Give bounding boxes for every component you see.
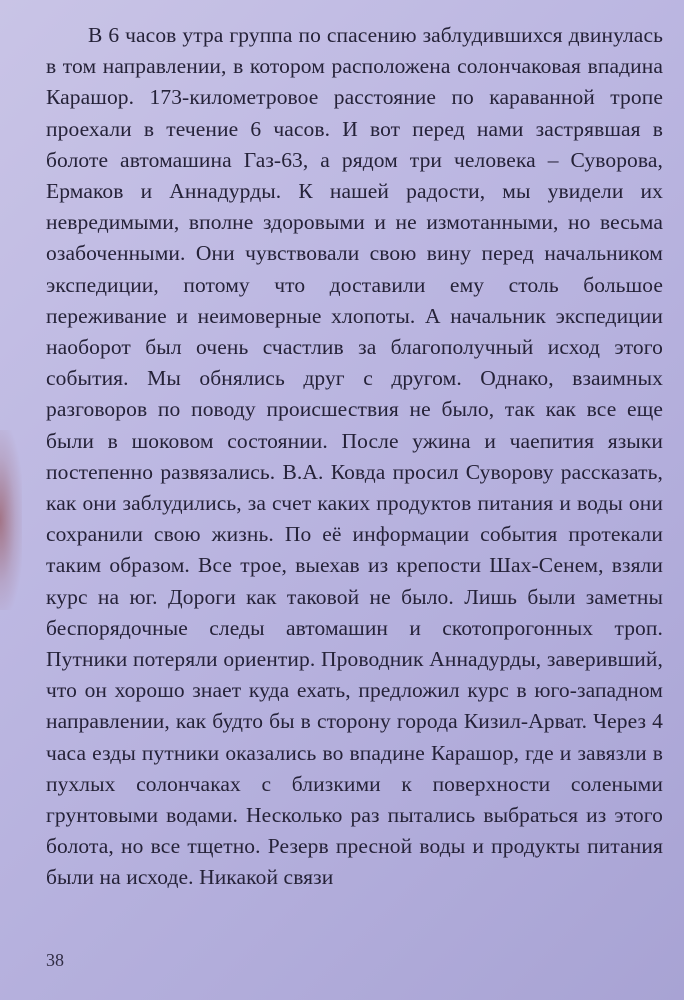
body-text xyxy=(46,20,663,894)
page-number: 38 xyxy=(46,950,64,970)
paragraph: В 6 часов утра группа по спасению заблудившихся двинулась в том направлении, в котором расположена солончаковая впадина Карашор. 173-километровое расстояние по караванной тропе проехали в течение 6 часов. И вот перед нами застрявшая в болоте автомашина Газ-63, а рядом три человека – Суворова, Ермаков и Аннадурды. К нашей радости, мы увидели их невредимыми, вполне здоровыми и не измотанными, но весьма озабоченными. Они чувствовали свою вину перед начальником экспедиции, потому что доставили ему столь большое переживание и неимоверные хлопоты. А начальник экспедиции наоборот был очень счастлив за благополучный исход этого события. Мы обнялись друг с другом. Однако, взаимных разговоров по поводу происшествия не было, так как все еще были в шоковом состоянии. После ужина и чаепития языки постепенно развязались. В.А. Ковда просил Суворову рассказать, как они заблудились, за счет каких продуктов питания и воды они сохранили свою жизнь. По её информации события протекали таким образом. Все трое, выехав из крепости Шах-Сенем, взяли курс на юг. Дороги как таковой не было. Лишь были заметны беспорядочные следы автомашин и скотопрогонных троп. Путники потеряли ориентир. Проводник Аннадурды, заверивший, что он хорошо знает куда ехать, предложил курс в юго-западном направлении, как будто бы в сторону города Кизил-Арват. Через 4 часа езды путники оказались во впадине Карашор, где и завязли в пухлых солончаках с близкими к поверхности солеными грунтовыми водами. Несколько раз пытались выбраться из этого болота, но все тщетно. Резерв пресной воды и продукты питания были на исходе. Никакой связи xyxy=(46,23,663,890)
finger-shadow xyxy=(0,430,22,610)
